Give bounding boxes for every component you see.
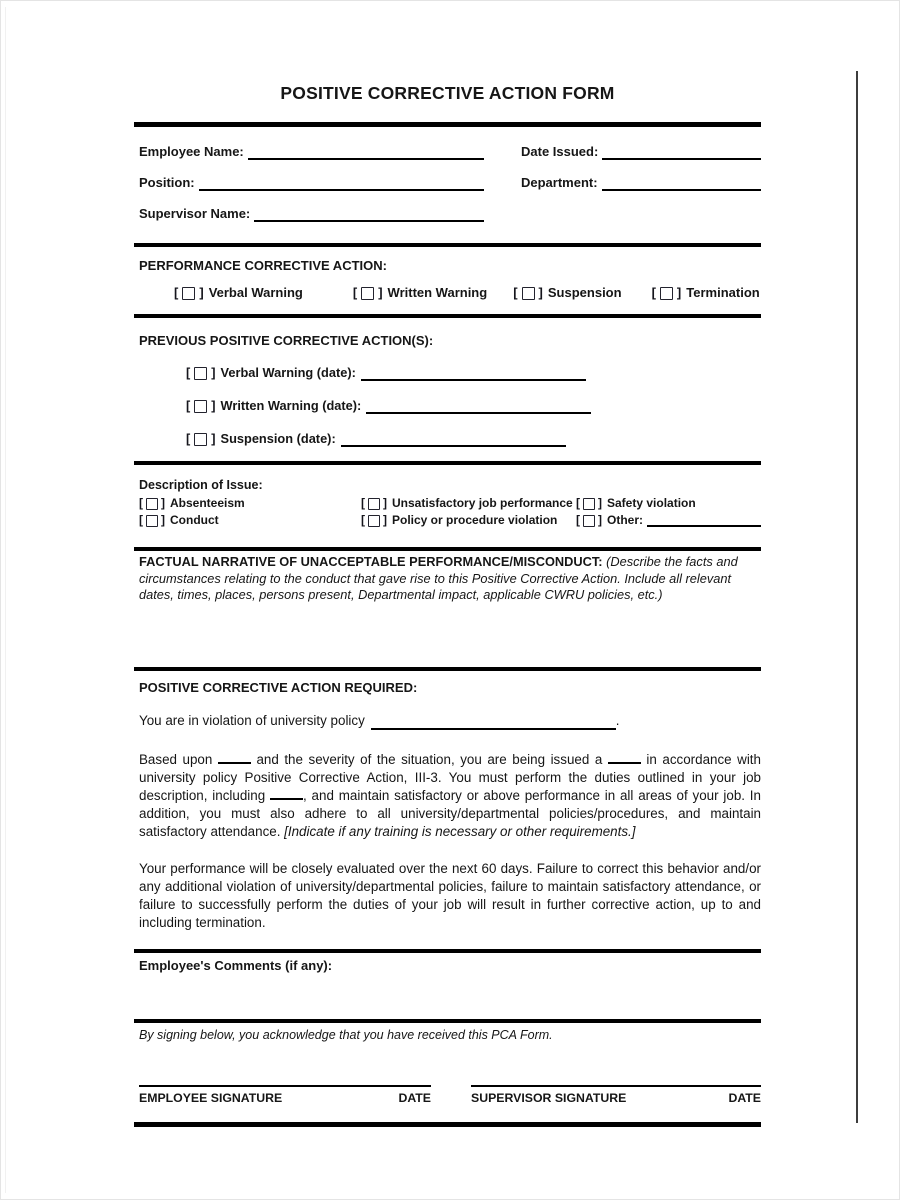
department-label: Department: [521, 175, 598, 190]
violation-suffix: . [615, 712, 620, 728]
page-title: POSITIVE CORRECTIVE ACTION FORM [280, 83, 615, 103]
section-divider [134, 667, 761, 671]
checkbox-box [182, 287, 195, 300]
checkbox-label: Unsatisfactory job performance [392, 496, 573, 510]
form-content [134, 1, 761, 1127]
checkbox-box [522, 287, 535, 300]
date-issued-field [521, 143, 761, 160]
checkbox-box [368, 498, 380, 510]
checkbox-icon[interactable] [576, 495, 602, 512]
checkbox-icon[interactable] [139, 512, 165, 529]
checkbox-icon[interactable] [361, 512, 387, 529]
department-input-line[interactable] [602, 175, 761, 191]
scan-artifact-vertical-line [856, 71, 858, 1123]
employee-comments-heading: Employee's Comments (if any): [139, 957, 333, 973]
checkbox-icon[interactable] [186, 365, 216, 381]
option-conduct [139, 512, 361, 529]
issue-column-3 [576, 495, 761, 529]
paragraph-text: in accordance with university policy Positive Corrective Action, III-3. You must perform the duties outlined in your job description, including [139, 751, 761, 803]
checkbox-label: Written Warning (date): [220, 398, 362, 413]
checkbox-box [194, 367, 207, 380]
header-field-row [134, 205, 761, 222]
description-of-issue-options [134, 495, 761, 529]
checkbox-icon[interactable] [174, 286, 204, 300]
option-unsatisfactory-job-performance [361, 495, 576, 512]
factual-narrative-instructions: (Describe the facts and circumstances relating to the conduct that gave rise to this Positive Corrective Action. Include all relevant dates, times, places, persons present, Departmental impact, applicable CWRU policies, etc.) [139, 554, 738, 602]
checkbox-label: Other: [607, 513, 643, 527]
checkbox-icon[interactable] [353, 286, 383, 300]
section-divider [134, 1122, 761, 1127]
previous-actions-heading: PREVIOUS POSITIVE CORRECTIVE ACTION(S): [139, 333, 434, 348]
department-field [521, 174, 761, 191]
date-input-line[interactable] [366, 399, 591, 414]
checkbox-icon[interactable] [139, 495, 165, 512]
position-field [139, 174, 484, 191]
paragraph-text: , and maintain satisfactory or above performance in all areas of your job. In addition, you must also adhere to all university/departmental policies/procedures, and maintain satisfactory attendance. [139, 787, 761, 839]
employee-signature-block[interactable] [139, 1085, 431, 1106]
checkbox-icon[interactable] [513, 286, 543, 300]
factual-narrative-block [134, 554, 761, 604]
fill-in-blank[interactable] [608, 751, 641, 764]
comments-writing-area[interactable] [134, 974, 761, 1019]
previous-written-warning-row [186, 398, 761, 414]
section-divider [134, 243, 761, 247]
checkbox-label: Written Warning [387, 285, 488, 300]
checkbox-label: Termination [686, 285, 760, 300]
narrative-writing-area[interactable] [134, 604, 761, 667]
section-divider [134, 1019, 761, 1023]
checkbox-box [583, 498, 595, 510]
section-divider [134, 547, 761, 551]
violation-line [134, 712, 761, 730]
employee-name-input-line[interactable] [248, 144, 484, 160]
option-verbal-warning [174, 286, 303, 300]
checkbox-box [660, 287, 673, 300]
section-divider [134, 461, 761, 465]
date-issued-label: Date Issued: [521, 144, 599, 159]
checkbox-icon[interactable] [186, 431, 216, 447]
section-divider [134, 949, 761, 953]
action-required-paragraph-2: Your performance will be closely evaluated over the next 60 days. Failure to correct this behavior and/or any additional violation of university/departmental policies, failure to maintain satisfactory attendance, or failure to successfully perform the duties of your job will result in further corrective action, up to and including termination. [139, 860, 761, 930]
checkbox-box [368, 515, 380, 527]
employee-name-label: Employee Name: [139, 144, 244, 159]
option-other [576, 512, 761, 529]
date-issued-input-line[interactable] [602, 144, 761, 160]
option-suspension [513, 286, 621, 300]
employee-signature-label: EMPLOYEE SIGNATURE [139, 1090, 283, 1105]
checkbox-label: Suspension (date): [220, 431, 336, 446]
page-left-edge-line [5, 7, 6, 1193]
checkbox-label: Conduct [170, 513, 219, 527]
checkbox-box [146, 498, 158, 510]
checkbox-label: Verbal Warning [208, 285, 303, 300]
action-required-paragraph-1 [134, 751, 761, 841]
supervisor-name-label: Supervisor Name: [139, 206, 251, 221]
checkbox-label: Policy or procedure violation [392, 513, 558, 527]
other-input-line[interactable] [647, 514, 761, 527]
date-input-line[interactable] [361, 366, 586, 381]
acknowledgment-text: By signing below, you acknowledge that you have received this PCA Form. [139, 1027, 553, 1042]
action-required-heading: POSITIVE CORRECTIVE ACTION REQUIRED: [139, 679, 418, 695]
checkbox-icon[interactable] [576, 512, 602, 529]
supervisor-name-input-line[interactable] [254, 206, 484, 222]
previous-suspension-row [186, 431, 761, 447]
signature-row [134, 1085, 761, 1106]
supervisor-signature-block[interactable] [471, 1085, 761, 1106]
issue-column-2 [361, 495, 576, 529]
checkbox-label: Absenteeism [170, 496, 245, 510]
checkbox-box [583, 515, 595, 527]
checkbox-label: Verbal Warning (date): [220, 365, 356, 380]
date-input-line[interactable] [341, 432, 566, 447]
fill-in-blank[interactable] [218, 751, 251, 764]
policy-input-line[interactable] [371, 715, 616, 730]
checkbox-box [194, 433, 207, 446]
checkbox-icon[interactable] [186, 398, 216, 414]
factual-narrative-heading: FACTUAL NARRATIVE OF UNACCEPTABLE PERFORMANCE/MISCONDUCT: [139, 554, 603, 569]
checkbox-box [146, 515, 158, 527]
section-divider [134, 122, 761, 127]
option-policy-or-procedure-violation [361, 512, 576, 529]
paragraph-bracket-note: [Indicate if any training is necessary or other requirements.] [284, 823, 636, 839]
position-input-line[interactable] [199, 175, 484, 191]
issue-column-1 [139, 495, 361, 529]
paragraph-text: and the severity of the situation, you are being issued a [256, 751, 603, 767]
checkbox-label: Safety violation [607, 496, 696, 510]
checkbox-label: Suspension [547, 285, 622, 300]
supervisor-signature-label: SUPERVISOR SIGNATURE [471, 1090, 627, 1105]
performance-action-options [134, 286, 761, 300]
previous-verbal-warning-row [186, 365, 761, 381]
option-written-warning [353, 286, 487, 300]
employee-name-field [139, 143, 484, 160]
description-of-issue-heading: Description of Issue: [139, 478, 263, 492]
checkbox-box [361, 287, 374, 300]
violation-prefix: You are in violation of university policy [139, 712, 365, 728]
paragraph-text: Based upon [139, 751, 213, 767]
header-field-row [134, 174, 761, 191]
fill-in-blank[interactable] [270, 787, 303, 800]
header-field-row [134, 143, 761, 160]
option-termination [652, 286, 760, 300]
option-absenteeism [139, 495, 361, 512]
checkbox-box [194, 400, 207, 413]
supervisor-date-label: DATE [728, 1090, 761, 1105]
checkbox-icon[interactable] [652, 286, 682, 300]
performance-action-heading: PERFORMANCE CORRECTIVE ACTION: [139, 258, 387, 273]
employee-date-label: DATE [398, 1090, 431, 1105]
option-safety-violation [576, 495, 761, 512]
checkbox-icon[interactable] [361, 495, 387, 512]
section-divider [134, 314, 761, 318]
position-label: Position: [139, 175, 195, 190]
supervisor-name-field [139, 205, 484, 222]
